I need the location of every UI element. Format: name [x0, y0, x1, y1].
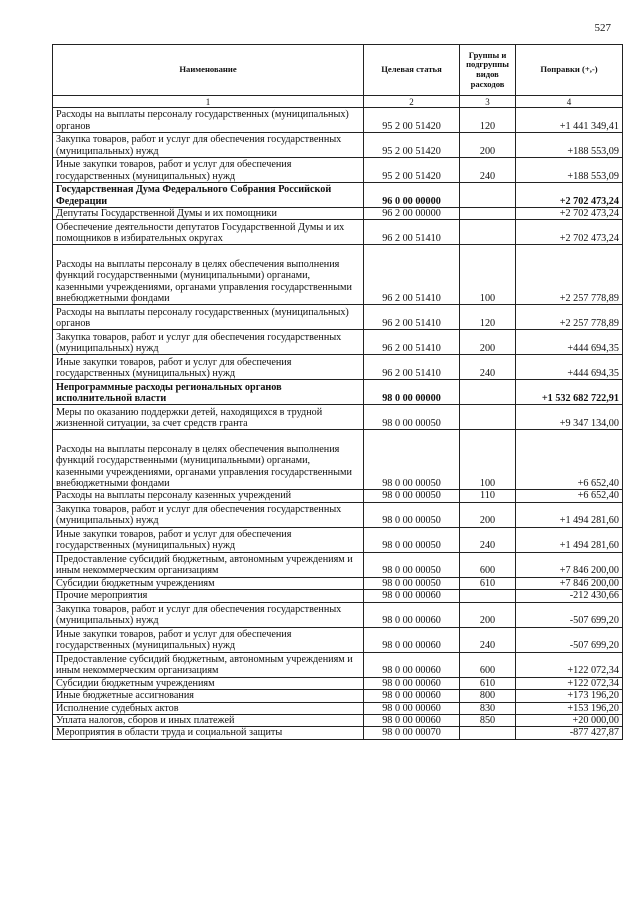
header-group: Группы и подгруппы видов расходов — [460, 45, 516, 96]
row-name-cell: Расходы на выплаты персоналу в целях обеспечения выполнения функций государственными (муниципальными) органами, казенными учреждениями, органами управления государственными внебюджетными фондами — [53, 430, 364, 490]
row-name-cell: Обеспечение деятельности депутатов Государственной Думы и их помощников в избирательных округах — [53, 220, 364, 245]
row-code-cell: 98 0 00 00060 — [364, 714, 460, 726]
row-name-cell: Предоставление субсидий бюджетным, автономным учреждениям и иным некоммерческим организациям — [53, 552, 364, 577]
table-row — [53, 380, 623, 405]
row-amount-cell: +122 072,34 — [516, 652, 623, 677]
header-name: Наименование — [53, 45, 364, 96]
table-row — [53, 577, 623, 589]
row-amount-cell: +122 072,34 — [516, 677, 623, 689]
row-amount-cell: +6 652,40 — [516, 430, 623, 490]
row-name-cell: Иные закупки товаров, работ и услуг для обеспечения государственных (муниципальных) нужд — [53, 355, 364, 380]
row-name-cell: Расходы на выплаты персоналу в целях обеспечения выполнения функций государственными (муниципальными) органами, казенными учреждениями, органами управления государственными внебюджетными фондами — [53, 245, 364, 305]
row-amount-cell: -877 427,87 — [516, 727, 623, 739]
row-name-cell: Расходы на выплаты персоналу государственных (муниципальных) органов — [53, 108, 364, 133]
row-group-cell — [460, 590, 516, 602]
row-group-cell: 830 — [460, 702, 516, 714]
header-amount: Поправки (+,-) — [516, 45, 623, 96]
table-row — [53, 133, 623, 158]
row-code-cell: 96 0 00 00000 — [364, 183, 460, 208]
row-code-cell: 98 0 00 00050 — [364, 502, 460, 527]
table-row — [53, 714, 623, 726]
row-code-cell: 98 0 00 00060 — [364, 590, 460, 602]
row-amount-cell: -212 430,66 — [516, 590, 623, 602]
row-group-cell: 200 — [460, 133, 516, 158]
table-row — [53, 552, 623, 577]
row-group-cell — [460, 220, 516, 245]
table-row — [53, 502, 623, 527]
row-amount-cell: +2 702 473,24 — [516, 220, 623, 245]
row-group-cell — [460, 405, 516, 430]
row-amount-cell: +2 257 778,89 — [516, 305, 623, 330]
row-group-cell: 110 — [460, 490, 516, 502]
header-code: Целевая статья — [364, 45, 460, 96]
row-group-cell — [460, 380, 516, 405]
row-name-cell: Расходы на выплаты персоналу казенных учреждений — [53, 490, 364, 502]
row-group-cell: 240 — [460, 158, 516, 183]
table-row — [53, 405, 623, 430]
row-group-cell: 610 — [460, 677, 516, 689]
table-row — [53, 490, 623, 502]
row-name-cell: Закупка товаров, работ и услуг для обеспечения государственных (муниципальных) нужд — [53, 602, 364, 627]
column-number: 3 — [460, 96, 516, 108]
row-amount-cell: +1 441 349,41 — [516, 108, 623, 133]
row-name-cell: Закупка товаров, работ и услуг для обеспечения государственных (муниципальных) нужд — [53, 330, 364, 355]
row-code-cell: 98 0 00 00060 — [364, 627, 460, 652]
row-group-cell: 610 — [460, 577, 516, 589]
row-code-cell: 98 0 00 00050 — [364, 490, 460, 502]
row-code-cell: 98 0 00 00050 — [364, 430, 460, 490]
table-row — [53, 220, 623, 245]
row-name-cell: Депутаты Государственной Думы и их помощники — [53, 208, 364, 220]
table-row — [53, 652, 623, 677]
row-code-cell: 98 0 00 00060 — [364, 677, 460, 689]
row-code-cell: 98 0 00 00050 — [364, 552, 460, 577]
row-name-cell: Закупка товаров, работ и услуг для обеспечения государственных (муниципальных) нужд — [53, 502, 364, 527]
row-name-cell: Уплата налогов, сборов и иных платежей — [53, 714, 364, 726]
row-code-cell: 98 0 00 00060 — [364, 602, 460, 627]
row-amount-cell: -507 699,20 — [516, 602, 623, 627]
row-code-cell: 96 2 00 51410 — [364, 220, 460, 245]
row-name-cell: Иные бюджетные ассигнования — [53, 690, 364, 702]
table-row — [53, 305, 623, 330]
row-code-cell: 96 2 00 51410 — [364, 245, 460, 305]
table-row — [53, 158, 623, 183]
row-group-cell: 120 — [460, 108, 516, 133]
row-name-cell: Государственная Дума Федерального Собрания Российской Федерации — [53, 183, 364, 208]
row-group-cell: 120 — [460, 305, 516, 330]
row-name-cell: Иные закупки товаров, работ и услуг для обеспечения государственных (муниципальных) нужд — [53, 158, 364, 183]
row-code-cell: 95 2 00 51420 — [364, 108, 460, 133]
row-code-cell: 95 2 00 51420 — [364, 158, 460, 183]
row-code-cell: 96 2 00 00000 — [364, 208, 460, 220]
row-code-cell: 96 2 00 51410 — [364, 305, 460, 330]
row-group-cell: 100 — [460, 245, 516, 305]
row-group-cell: 100 — [460, 430, 516, 490]
row-name-cell: Расходы на выплаты персоналу государственных (муниципальных) органов — [53, 305, 364, 330]
row-group-cell: 240 — [460, 527, 516, 552]
row-code-cell: 96 2 00 51410 — [364, 355, 460, 380]
row-amount-cell: +1 494 281,60 — [516, 502, 623, 527]
row-code-cell: 98 0 00 00060 — [364, 702, 460, 714]
table-row — [53, 245, 623, 305]
row-group-cell — [460, 208, 516, 220]
row-amount-cell: +6 652,40 — [516, 490, 623, 502]
row-amount-cell: +444 694,35 — [516, 330, 623, 355]
row-group-cell: 200 — [460, 602, 516, 627]
row-group-cell: 200 — [460, 330, 516, 355]
row-name-cell: Иные закупки товаров, работ и услуг для обеспечения государственных (муниципальных) нужд — [53, 627, 364, 652]
table-row — [53, 690, 623, 702]
row-group-cell — [460, 183, 516, 208]
table-row — [53, 330, 623, 355]
row-code-cell: 95 2 00 51420 — [364, 133, 460, 158]
row-name-cell: Закупка товаров, работ и услуг для обеспечения государственных (муниципальных) нужд — [53, 133, 364, 158]
table-row — [53, 430, 623, 490]
row-code-cell: 98 0 00 00050 — [364, 405, 460, 430]
row-amount-cell: +188 553,09 — [516, 133, 623, 158]
table-row — [53, 590, 623, 602]
row-group-cell: 800 — [460, 690, 516, 702]
row-amount-cell: +173 196,20 — [516, 690, 623, 702]
row-amount-cell: -507 699,20 — [516, 627, 623, 652]
row-amount-cell: +444 694,35 — [516, 355, 623, 380]
row-group-cell: 200 — [460, 502, 516, 527]
row-name-cell: Меры по оказанию поддержки детей, находящихся в трудной жизненной ситуации, за счет средств гранта — [53, 405, 364, 430]
row-name-cell: Мероприятия в области труда и социальной защиты — [53, 727, 364, 739]
row-amount-cell: +188 553,09 — [516, 158, 623, 183]
row-amount-cell: +1 532 682 722,91 — [516, 380, 623, 405]
row-group-cell — [460, 727, 516, 739]
table-row — [53, 108, 623, 133]
row-group-cell: 240 — [460, 355, 516, 380]
row-amount-cell: +20 000,00 — [516, 714, 623, 726]
budget-amendments-table — [52, 44, 623, 740]
row-group-cell: 600 — [460, 652, 516, 677]
row-amount-cell: +2 257 778,89 — [516, 245, 623, 305]
table-row — [53, 527, 623, 552]
row-code-cell: 98 0 00 00070 — [364, 727, 460, 739]
row-code-cell: 98 0 00 00060 — [364, 652, 460, 677]
table-row — [53, 208, 623, 220]
column-number-row — [53, 96, 623, 108]
table-row — [53, 602, 623, 627]
row-code-cell: 96 2 00 51410 — [364, 330, 460, 355]
row-amount-cell: +2 702 473,24 — [516, 208, 623, 220]
column-number: 1 — [53, 96, 364, 108]
row-name-cell: Предоставление субсидий бюджетным, автономным учреждениям и иным некоммерческим организациям — [53, 652, 364, 677]
table-row — [53, 702, 623, 714]
page-number: 527 — [594, 22, 611, 34]
row-amount-cell: +7 846 200,00 — [516, 577, 623, 589]
row-code-cell: 98 0 00 00000 — [364, 380, 460, 405]
table-row — [53, 627, 623, 652]
table-header-row — [53, 45, 623, 96]
row-amount-cell: +2 702 473,24 — [516, 183, 623, 208]
row-code-cell: 98 0 00 00060 — [364, 690, 460, 702]
row-amount-cell: +7 846 200,00 — [516, 552, 623, 577]
row-amount-cell: +1 494 281,60 — [516, 527, 623, 552]
row-code-cell: 98 0 00 00050 — [364, 527, 460, 552]
table-row — [53, 355, 623, 380]
row-name-cell: Непрограммные расходы региональных органов исполнительной власти — [53, 380, 364, 405]
row-name-cell: Исполнение судебных актов — [53, 702, 364, 714]
row-group-cell: 240 — [460, 627, 516, 652]
row-name-cell: Субсидии бюджетным учреждениям — [53, 577, 364, 589]
row-name-cell: Прочие мероприятия — [53, 590, 364, 602]
column-number: 4 — [516, 96, 623, 108]
table-row — [53, 677, 623, 689]
row-group-cell: 600 — [460, 552, 516, 577]
table-row — [53, 183, 623, 208]
table-row — [53, 727, 623, 739]
row-name-cell: Субсидии бюджетным учреждениям — [53, 677, 364, 689]
row-group-cell: 850 — [460, 714, 516, 726]
row-name-cell: Иные закупки товаров, работ и услуг для обеспечения государственных (муниципальных) нужд — [53, 527, 364, 552]
row-amount-cell: +9 347 134,00 — [516, 405, 623, 430]
row-amount-cell: +153 196,20 — [516, 702, 623, 714]
column-number: 2 — [364, 96, 460, 108]
row-code-cell: 98 0 00 00050 — [364, 577, 460, 589]
